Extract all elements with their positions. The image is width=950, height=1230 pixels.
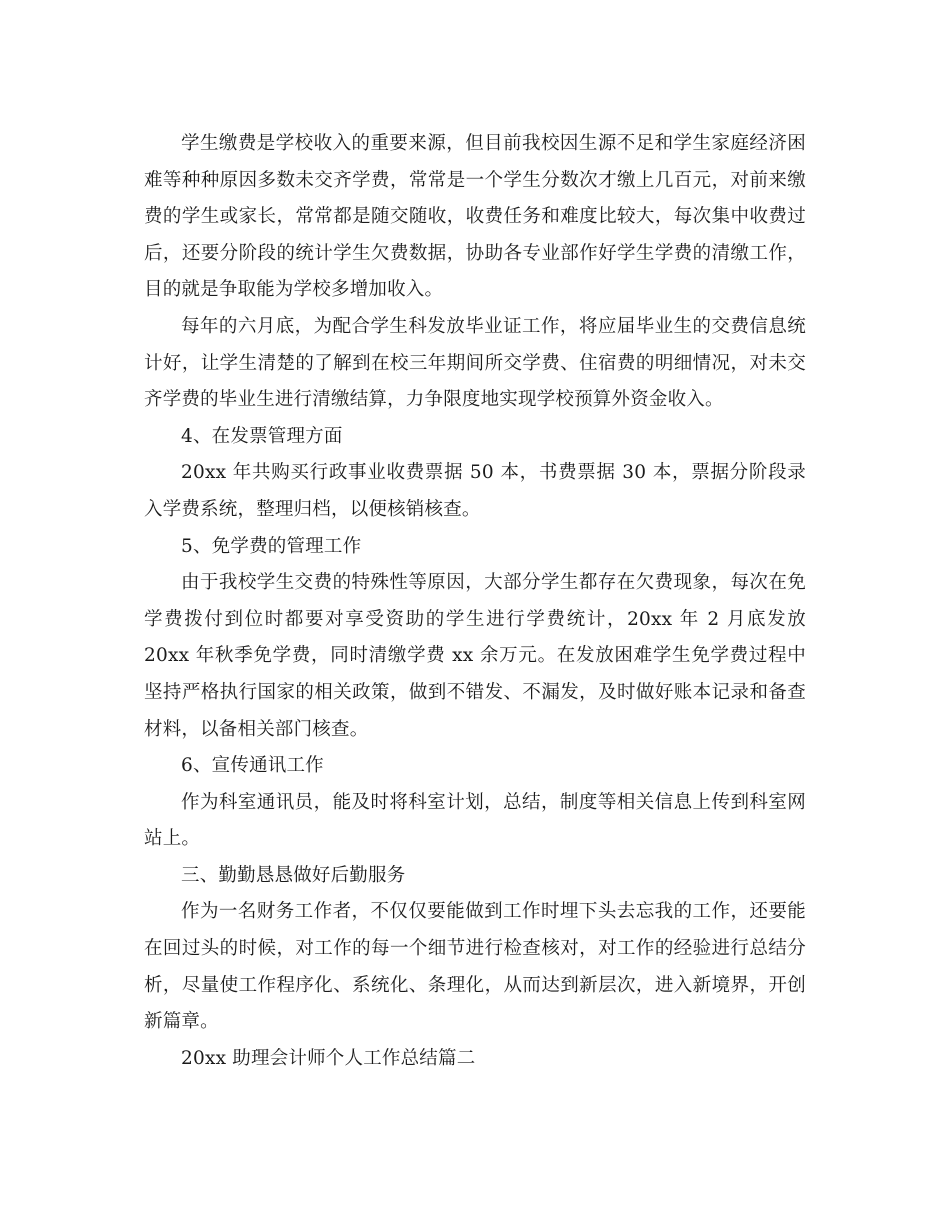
document-page (144, 126, 806, 1077)
section-title-part-two: 20xx 助理会计师个人工作总结篇二 (181, 1047, 476, 1069)
heading-tuition-exemption: 5、免学费的管理工作 (181, 535, 362, 557)
paragraph-invoice-details: 20xx 年共购买行政事业收费票据 50 本，书费票据 30 本，票据分阶段录入学费系统，整理归档，以便核销核查。 (144, 462, 806, 520)
heading-publicity-communication: 6、宣传通讯工作 (181, 755, 324, 777)
paragraph-graduate-settlement: 每年的六月底，为配合学生科发放毕业证工作，将应届毕业生的交费信息统计好，让学生清楚的了解到在校三年期间所交学费、住宿费的明细情况，对未交齐学费的毕业生进行清缴结算，力争限度地实现学校预算外资金收入。 (144, 315, 806, 411)
heading-logistics-service: 三、勤勤恳恳做好后勤服务 (181, 864, 406, 886)
paragraph-tuition-exemption: 由于我校学生交费的特殊性等原因，大部分学生都存在欠费现象，每次在免学费拨付到位时都要对享受资助的学生进行学费统计，20xx 年 2 月底发放 20xx 年秋季免学费，同时清缴学费 xx 余万元。在发放困难学生免学费过程中坚持严格执行国家的相关政策，做到不错发、不漏发，及时做好账本记录和备查材料，以备相关部门核查。 (144, 572, 806, 740)
paragraph-tuition-collection: 学生缴费是学校收入的重要来源，但目前我校因生源不足和学生家庭经济困难等种种原因多数未交齐学费，常常是一个学生分数次才缴上几百元，对前来缴费的学生或家长，常常都是随交随收，收费任务和难度比较大，每次集中收费过后，还要分阶段的统计学生欠费数据，协助各专业部作好学生学费的清缴工作，目的就是争取能为学校多增加收入。 (144, 133, 806, 301)
paragraph-publicity-communication: 作为科室通讯员，能及时将科室计划，总结，制度等相关信息上传到科室网站上。 (144, 791, 806, 850)
heading-invoice-management: 4、在发票管理方面 (181, 425, 343, 447)
paragraph-logistics-service: 作为一名财务工作者，不仅仅要能做到工作时埋下头去忘我的工作，还要能在回过头的时候，对工作的每一个细节进行检查核对，对工作的经验进行总结分析，尽量使工作程序化、系统化、条理化，从而达到新层次，进入新境界，开创新篇章。 (144, 901, 806, 1033)
